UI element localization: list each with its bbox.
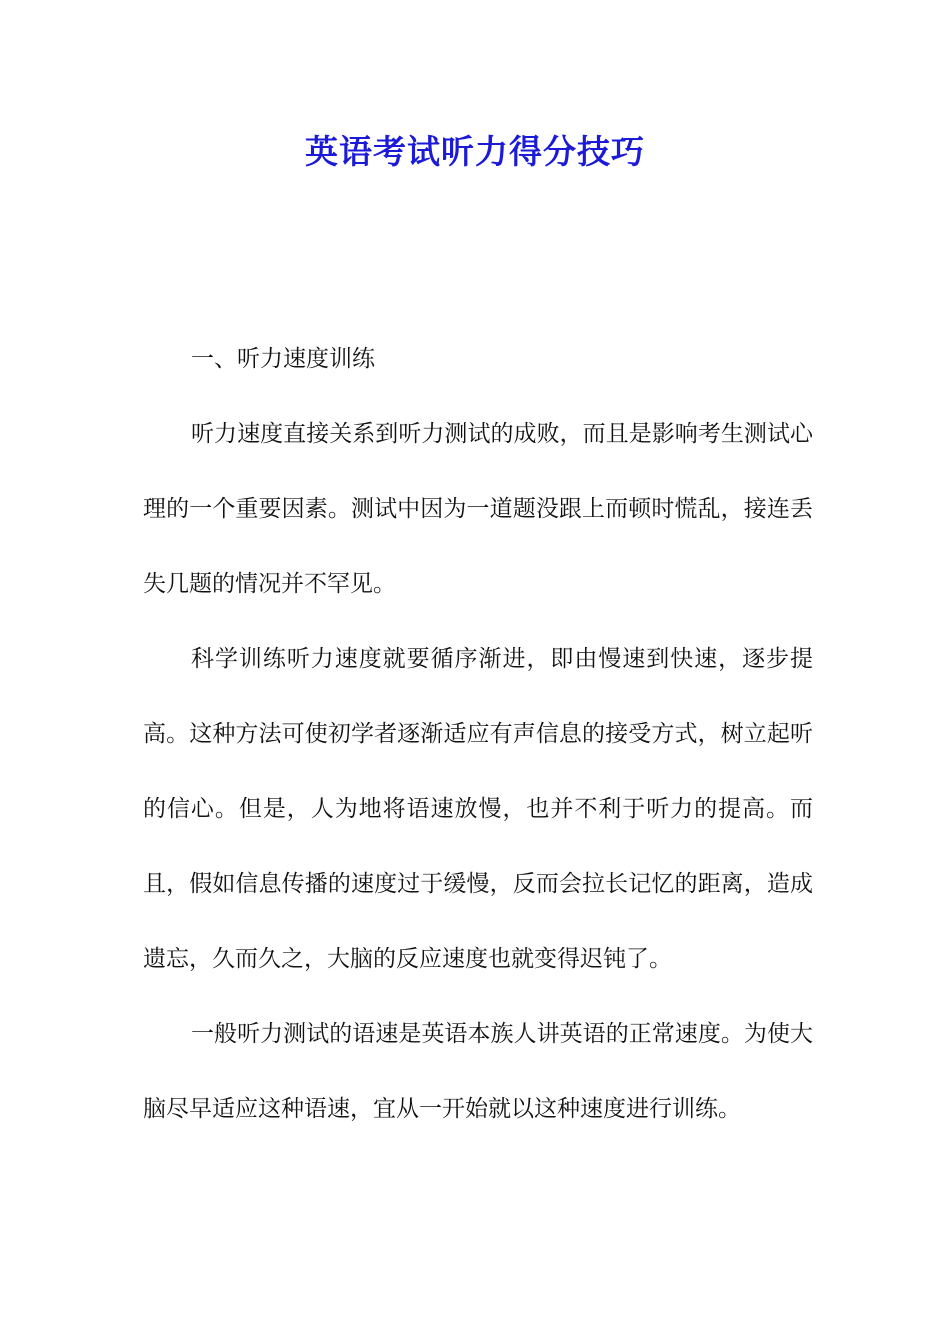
document-body	[143, 322, 813, 1147]
paragraph-3: 一般听力测试的语速是英语本族人讲英语的正常速度。为使大脑尽早适应这种语速，宜从一开始就以这种速度进行训练。	[143, 1021, 813, 1122]
document-title: 英语考试听力得分技巧	[305, 132, 645, 171]
paragraph-2: 科学训练听力速度就要循序渐进，即由慢速到快速，逐步提高。这种方法可使初学者逐渐适应有声信息的接受方式，树立起听的信心。但是，人为地将语速放慢，也并不利于听力的提高。而且，假如信息传播的速度过于缓慢，反而会拉长记忆的距离，造成遗忘，久而久之，大脑的反应速度也就变得迟钝了。	[143, 646, 813, 972]
section-heading: 一、听力速度训练	[191, 346, 375, 372]
paragraph-1: 听力速度直接关系到听力测试的成败，而且是影响考生测试心理的一个重要因素。测试中因为一道题没跟上而顿时慌乱，接连丢失几题的情况并不罕见。	[143, 421, 813, 597]
